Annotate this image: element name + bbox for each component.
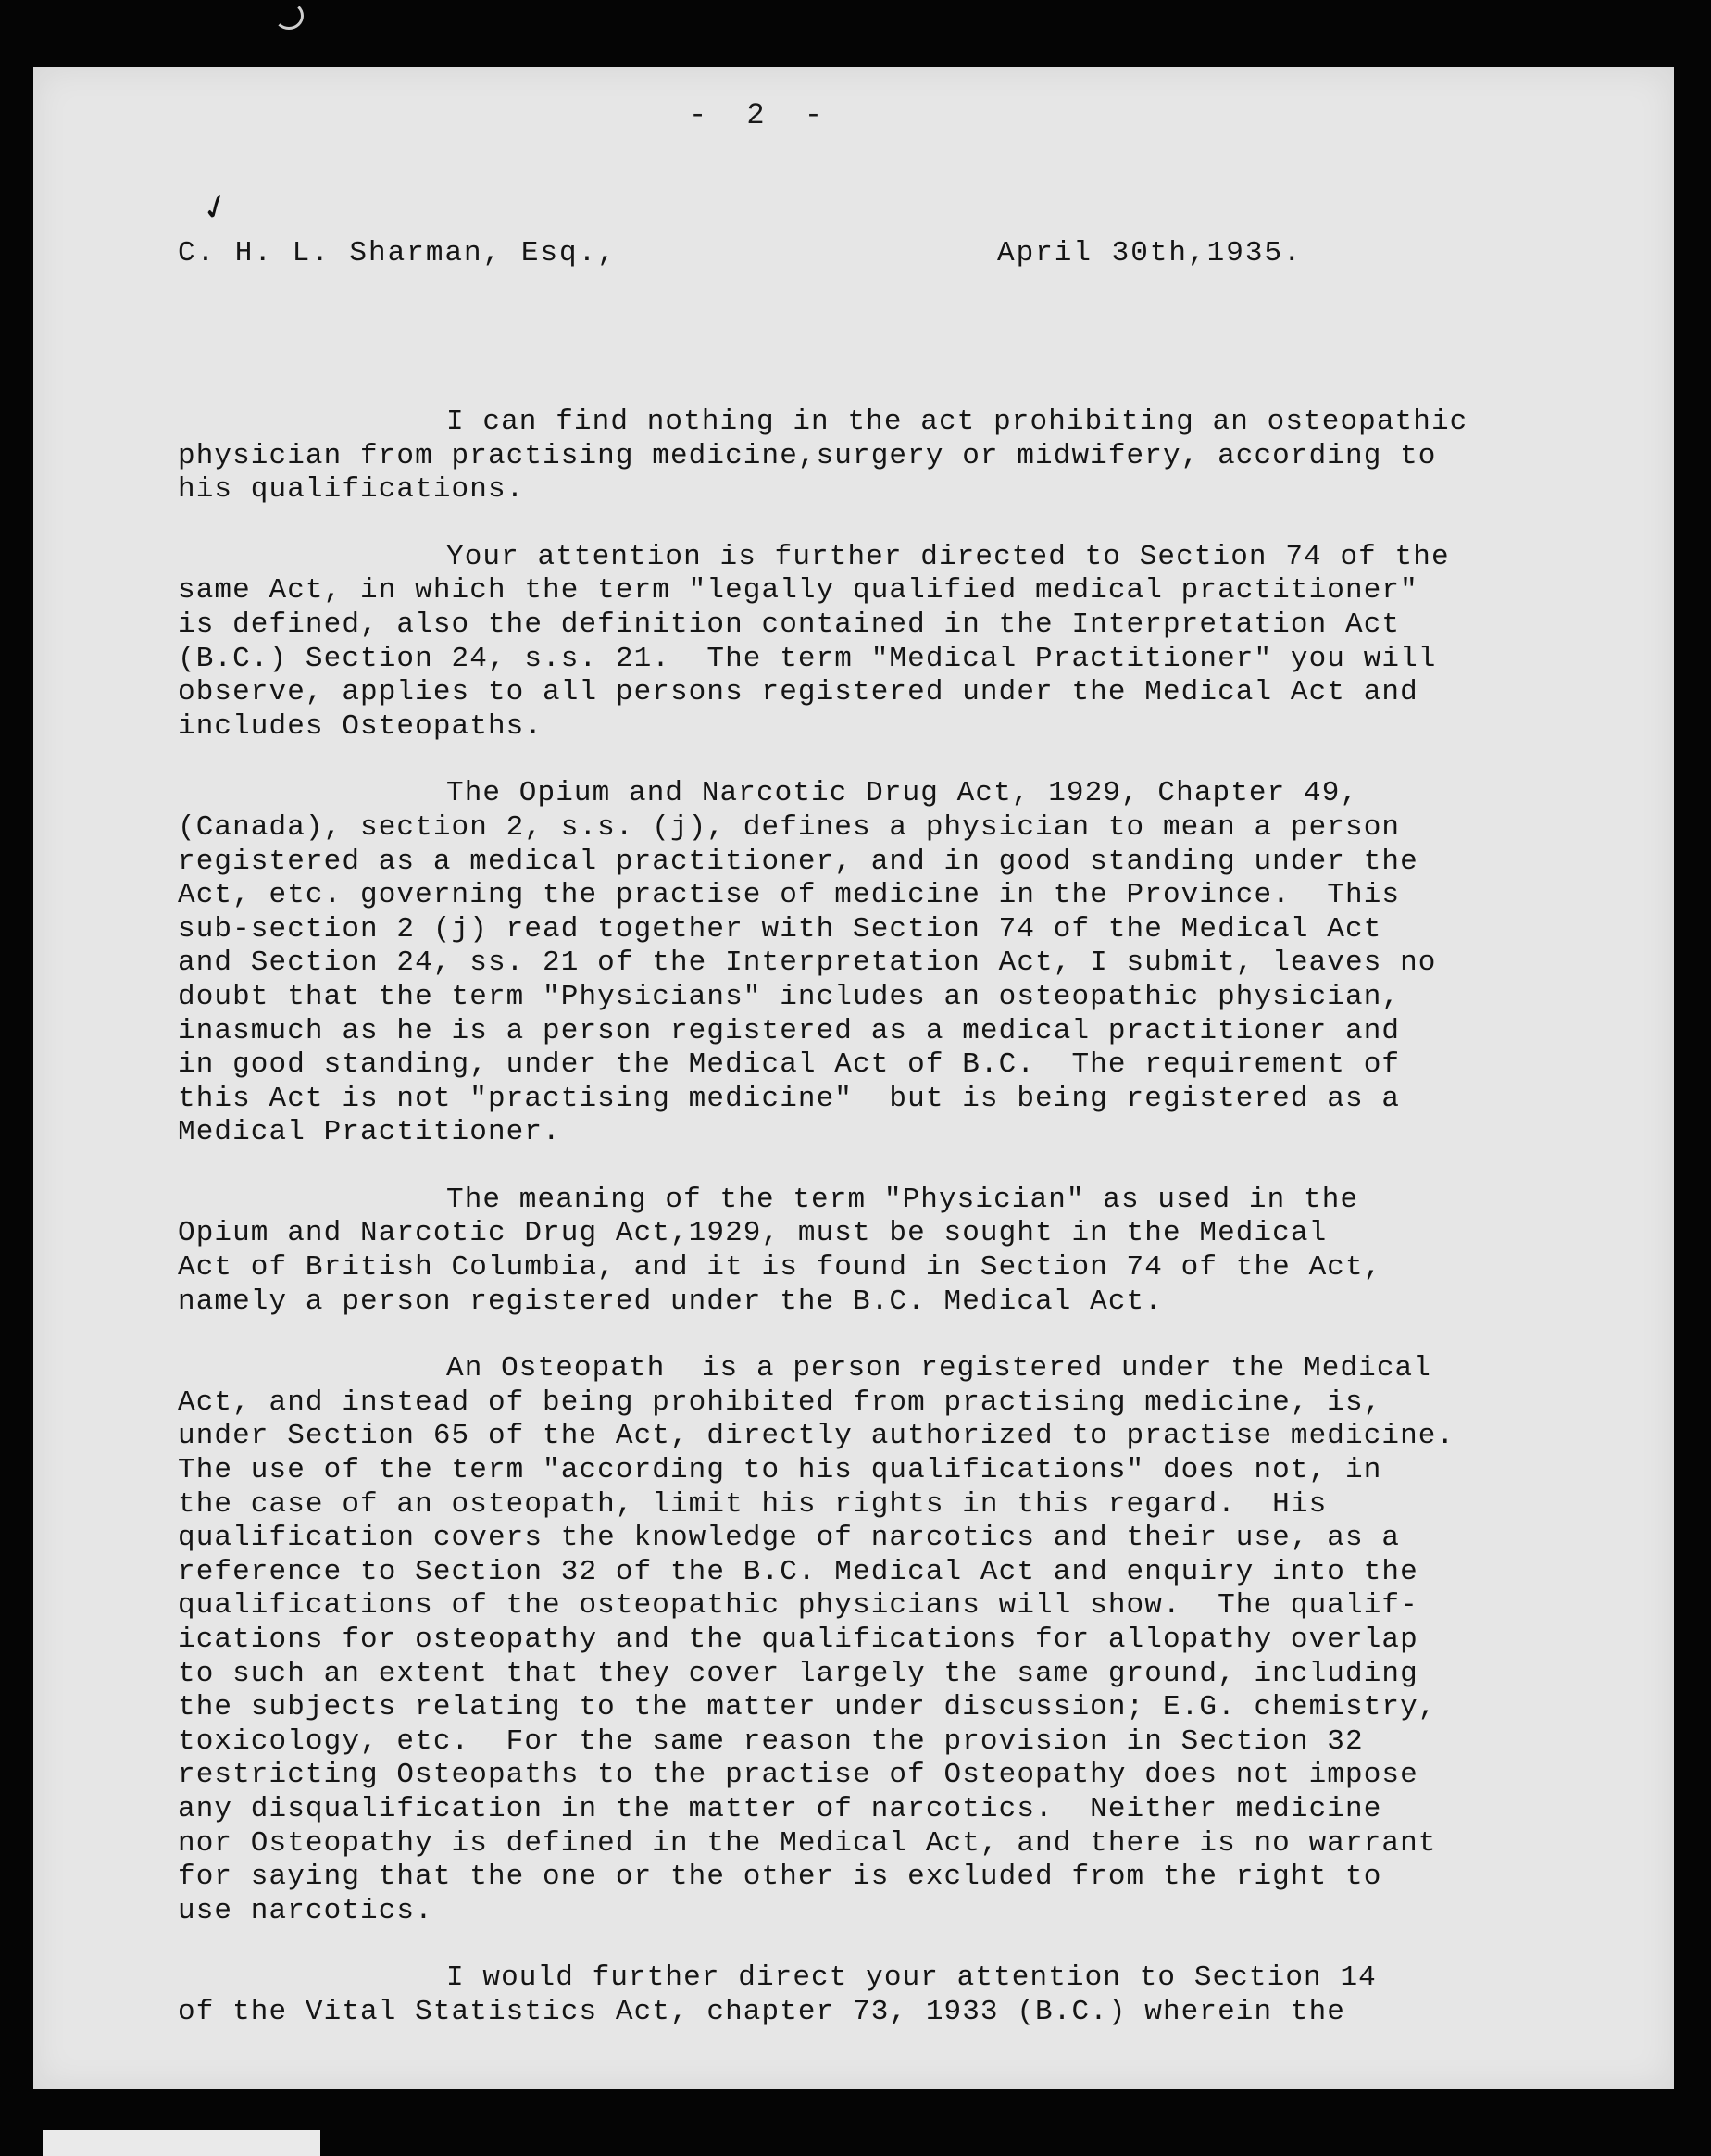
paragraph-6: [178, 1962, 1604, 2029]
text-line: I can find nothing in the act prohibiting an osteopathic: [446, 406, 1468, 438]
text-line: namely a person registered under the B.C. Medical Act.: [178, 1285, 1163, 1318]
paragraph-1: [178, 406, 1604, 508]
text-line: to such an extent that they cover largely the same ground, including: [178, 1657, 1418, 1690]
paragraph-5: [178, 1352, 1604, 1928]
text-line: Medical Practitioner.: [178, 1116, 561, 1149]
text-line: inasmuch as he is a person registered as a medical practitioner and: [178, 1014, 1401, 1047]
scan-smudge: [274, 2, 304, 30]
text-line: (B.C.) Section 24, s.s. 21. The term "Medical Practitioner" you will: [178, 642, 1437, 675]
text-line: An Osteopath is a person registered under the Medical: [446, 1352, 1431, 1385]
addressee: C. H. L. Sharman, Esq.,: [178, 237, 617, 270]
text-line: restricting Osteopaths to the practise of Osteopathy does not impose: [178, 1759, 1418, 1792]
text-line: of the Vital Statistics Act, chapter 73, 1933 (B.C.) wherein the: [178, 1995, 1345, 2028]
paragraph-3: [178, 777, 1604, 1150]
text-line: his qualifications.: [178, 473, 525, 507]
text-line: use narcotics.: [178, 1894, 433, 1927]
text-line: the case of an osteopath, limit his rights in this regard. His: [178, 1487, 1328, 1521]
text-line: The meaning of the term "Physician" as used in the: [446, 1183, 1359, 1216]
text-line: and Section 24, ss. 21 of the Interpretation Act, I submit, leaves no: [178, 946, 1437, 980]
text-line: includes Osteopaths.: [178, 709, 543, 743]
paragraph-4: [178, 1184, 1604, 1319]
text-line: reference to Section 32 of the B.C. Medical Act and enquiry into the: [178, 1555, 1418, 1588]
text-line: registered as a medical practitioner, and in good standing under the: [178, 845, 1418, 878]
check-mark-icon: ✓: [195, 185, 236, 231]
scan-label-strip: [43, 2130, 320, 2156]
text-line: physician from practising medicine,surgery or midwifery, according to: [178, 439, 1437, 472]
text-line: Opium and Narcotic Drug Act,1929, must be sought in the Medical: [178, 1217, 1328, 1250]
text-line: doubt that the term "Physicians" includes an osteopathic physician,: [178, 980, 1401, 1013]
text-line: is defined, also the definition contained in the Interpretation Act: [178, 608, 1401, 641]
text-line: toxicology, etc. For the same reason the provision in Section 32: [178, 1724, 1364, 1758]
text-line: qualifications of the osteopathic physicians will show. The qualif-: [178, 1589, 1418, 1623]
text-line: in good standing, under the Medical Act of B.C. The requirement of: [178, 1048, 1401, 1082]
text-line: observe, applies to all persons registered under the Medical Act and: [178, 676, 1418, 709]
text-line: Your attention is further directed to Section 74 of the: [446, 540, 1450, 573]
text-line: qualification covers the knowledge of narcotics and their use, as a: [178, 1522, 1401, 1555]
letter-header: [178, 237, 1326, 283]
text-line: any disqualification in the matter of narcotics. Neither medicine: [178, 1792, 1382, 1825]
text-line: The use of the term "according to his qualifications" does not, in: [178, 1454, 1382, 1487]
text-line: Act, etc. governing the practise of medicine in the Province. This: [178, 879, 1401, 912]
page-number: - 2 -: [689, 98, 834, 132]
text-line: (Canada), section 2, s.s. (j), defines a physician to mean a person: [178, 810, 1401, 844]
text-line: Act, and instead of being prohibited from practising medicine, is,: [178, 1385, 1382, 1419]
text-line: The Opium and Narcotic Drug Act, 1929, Chapter 49,: [446, 777, 1359, 810]
letter-date: April 30th,1935.: [997, 237, 1303, 270]
text-line: under Section 65 of the Act, directly authorized to practise medicine.: [178, 1420, 1455, 1453]
text-line: this Act is not "practising medicine" but is being registered as a: [178, 1082, 1401, 1115]
letter-body: [178, 406, 1604, 2063]
text-line: ications for osteopathy and the qualifications for allopathy overlap: [178, 1623, 1418, 1656]
text-line: Act of British Columbia, and it is found in Section 74 of the Act,: [178, 1251, 1382, 1285]
text-line: for saying that the one or the other is excluded from the right to: [178, 1861, 1382, 1894]
paragraph-2: [178, 541, 1604, 745]
text-line: nor Osteopathy is defined in the Medical Act, and there is no warrant: [178, 1826, 1437, 1860]
text-line: the subjects relating to the matter under discussion; E.G. chemistry,: [178, 1691, 1437, 1724]
text-line: sub-section 2 (j) read together with Section 74 of the Medical Act: [178, 912, 1382, 946]
text-line: I would further direct your attention to Section 14: [446, 1962, 1377, 1995]
text-line: same Act, in which the term "legally qualified medical practitioner": [178, 574, 1418, 608]
